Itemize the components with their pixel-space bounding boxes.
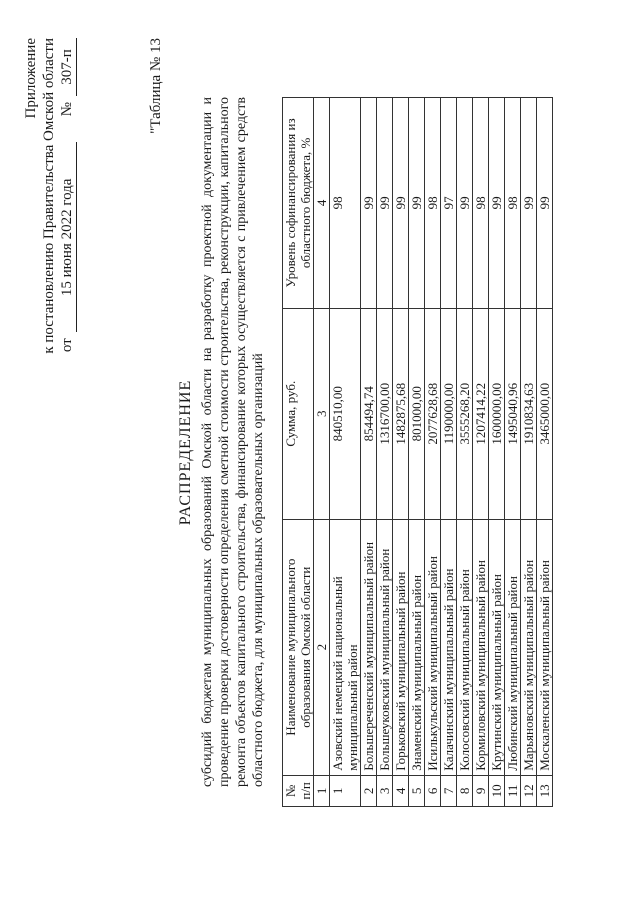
header-number: № п/п	[283, 775, 314, 806]
row-municipality: Большеуковский муниципальный район	[377, 519, 393, 775]
row-sum: 801000,00	[409, 308, 425, 519]
row-cofinancing: 99	[537, 98, 553, 309]
row-cofinancing: 99	[489, 98, 505, 309]
row-number: 2	[361, 775, 377, 806]
row-sum: 1495040,96	[505, 308, 521, 519]
row-cofinancing: 99	[377, 98, 393, 309]
row-sum: 1600000,00	[489, 308, 505, 519]
table-row	[377, 98, 393, 807]
row-municipality: Кормиловский муниципальный район	[473, 519, 489, 775]
row-number: 6	[425, 775, 441, 806]
row-number: 5	[409, 775, 425, 806]
table-row	[441, 98, 457, 807]
document-description	[199, 97, 267, 787]
row-number: 11	[505, 775, 521, 806]
appendix-block	[22, 38, 77, 368]
table-row	[330, 98, 361, 807]
appendix-date: 15 июня 2022 года	[58, 142, 77, 332]
table-row	[537, 98, 553, 807]
row-cofinancing: 98	[330, 98, 361, 309]
distribution-table	[282, 97, 553, 807]
row-municipality: Калачинский муниципальный район	[441, 519, 457, 775]
table-row	[473, 98, 489, 807]
row-municipality: Марьяновский муниципальный район	[521, 519, 537, 775]
row-cofinancing: 97	[441, 98, 457, 309]
appendix-decree: к постановлению Правительства Омской области	[41, 38, 57, 354]
row-sum: 2077628,68	[425, 308, 441, 519]
row-sum: 1207414,22	[473, 308, 489, 519]
row-sum: 1482875,68	[393, 308, 409, 519]
row-municipality: Знаменский муниципальный район	[409, 519, 425, 775]
row-municipality: Москаленский муниципальный район	[537, 519, 553, 775]
row-number: 13	[537, 775, 553, 806]
table-row	[393, 98, 409, 807]
table-number: "Таблица № 13	[148, 38, 164, 134]
row-cofinancing: 98	[473, 98, 489, 309]
appendix-title: Приложение	[23, 38, 39, 119]
table-row	[425, 98, 441, 807]
row-municipality: Колосовский муниципальный район	[457, 519, 473, 775]
row-sum: 1910834,63	[521, 308, 537, 519]
document-title: РАСПРЕДЕЛЕНИЕ	[177, 379, 194, 526]
row-sum: 3465000,00	[537, 308, 553, 519]
header-municipality: Наименование муниципального образования Омской области	[283, 519, 314, 775]
row-number: 10	[489, 775, 505, 806]
row-cofinancing: 99	[361, 98, 377, 309]
row-cofinancing: 98	[505, 98, 521, 309]
colnum-4: 4	[314, 98, 330, 309]
header-cofinancing: Уровень софинансирования из областного бюджета, %	[283, 98, 314, 309]
appendix-number: 307-п	[58, 38, 77, 96]
row-number: 1	[330, 775, 361, 806]
row-number: 4	[393, 775, 409, 806]
row-sum: 1316700,00	[377, 308, 393, 519]
row-number: 12	[521, 775, 537, 806]
description-text: субсидий бюджетам муниципальных образований Омской области на разработку проектной документации и проведение проверки достоверности определения сметной стоимости строительства, реконструкции, капитального ремонта объектов капитального строительства, финансирование которых осуществляется с привлечением средств областного бюджета, для муниципальных образовательных организаций	[200, 97, 266, 787]
table-row	[521, 98, 537, 807]
row-municipality: Исилькульский муниципальный район	[425, 519, 441, 775]
table-row	[409, 98, 425, 807]
colnum-1: 1	[314, 775, 330, 806]
row-sum: 1190000,00	[441, 308, 457, 519]
row-number: 7	[441, 775, 457, 806]
row-municipality: Азовский немецкий национальный муниципальный район	[330, 519, 361, 775]
column-number-row	[314, 98, 330, 807]
table-row	[505, 98, 521, 807]
row-cofinancing: 98	[425, 98, 441, 309]
appendix-date-line	[58, 38, 77, 368]
row-number: 9	[473, 775, 489, 806]
row-municipality: Крутинский муниципальный район	[489, 519, 505, 775]
table-header-row	[283, 98, 314, 807]
row-cofinancing: 99	[457, 98, 473, 309]
row-number: 3	[377, 775, 393, 806]
row-municipality: Большереченский муниципальный район	[361, 519, 377, 775]
colnum-3: 3	[314, 308, 330, 519]
row-cofinancing: 99	[521, 98, 537, 309]
row-cofinancing: 99	[409, 98, 425, 309]
table-row	[457, 98, 473, 807]
header-sum: Сумма, руб.	[283, 308, 314, 519]
row-cofinancing: 99	[393, 98, 409, 309]
table-row	[489, 98, 505, 807]
table-row	[361, 98, 377, 807]
row-municipality: Любинский муниципальный район	[505, 519, 521, 775]
appendix-number-label: №	[59, 102, 75, 117]
row-municipality: Горьковский муниципальный район	[393, 519, 409, 775]
row-sum: 854494,74	[361, 308, 377, 519]
row-number: 8	[457, 775, 473, 806]
row-sum: 840510,00	[330, 308, 361, 519]
appendix-from-label: от	[59, 338, 75, 353]
table-body	[330, 98, 553, 807]
colnum-2: 2	[314, 519, 330, 775]
row-sum: 3555268,20	[457, 308, 473, 519]
